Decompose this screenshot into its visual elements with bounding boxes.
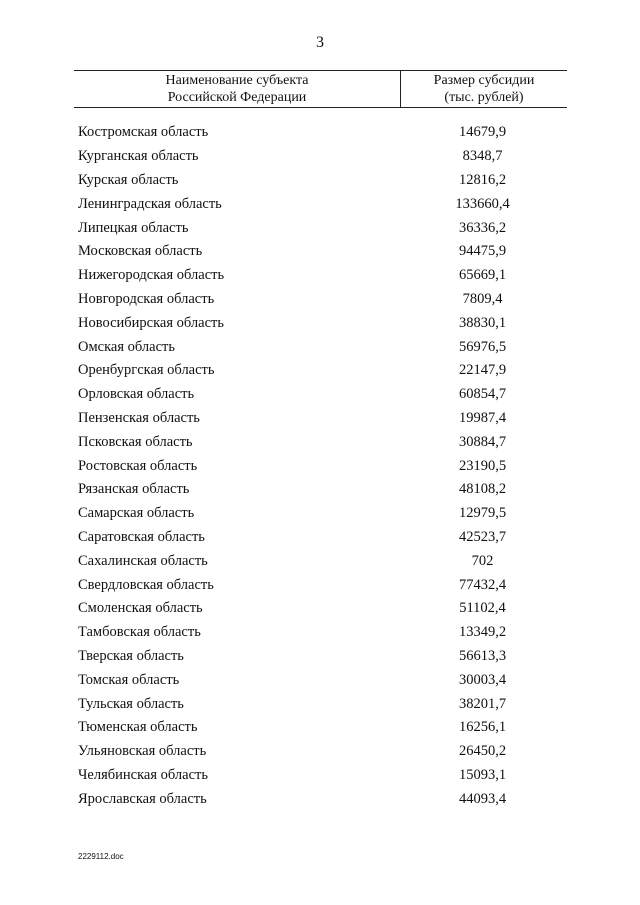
region-name: Нижегородская область <box>78 267 225 284</box>
table-row <box>78 335 567 359</box>
subsidy-amount: 22147,9 <box>458 362 507 379</box>
subsidy-amount: 12979,5 <box>458 505 507 522</box>
table-row <box>78 192 567 216</box>
column-header-value <box>401 71 567 107</box>
subsidy-amount: 77432,4 <box>458 576 507 593</box>
table-row <box>78 740 567 764</box>
region-name: Свердловская область <box>78 576 214 593</box>
column-header-name-line2: Российской Федерации <box>167 90 307 105</box>
subsidy-amount: 26450,2 <box>458 743 507 760</box>
region-name: Томская область <box>78 671 180 688</box>
subsidy-amount: 30003,4 <box>458 671 507 688</box>
region-name: Рязанская область <box>78 481 190 498</box>
table-row <box>78 573 567 597</box>
region-name: Орловская область <box>78 386 195 403</box>
subsidy-amount: 16256,1 <box>458 719 507 736</box>
region-name: Курганская область <box>78 148 199 165</box>
table-row <box>78 121 567 145</box>
region-name: Ульяновская область <box>78 743 207 760</box>
subsidy-amount: 65669,1 <box>458 267 507 284</box>
table-row <box>78 169 567 193</box>
region-name: Липецкая область <box>78 219 189 236</box>
subsidy-amount: 38201,7 <box>458 695 507 712</box>
subsidy-amount: 94475,9 <box>458 243 507 260</box>
region-name: Тамбовская область <box>78 624 201 641</box>
table-row <box>78 502 567 526</box>
subsidy-amount: 12816,2 <box>458 171 507 188</box>
table-row <box>78 692 567 716</box>
region-name: Саратовская область <box>78 528 205 545</box>
subsidy-amount: 48108,2 <box>458 481 507 498</box>
subsidy-amount: 60854,7 <box>458 386 507 403</box>
region-name: Московская область <box>78 243 203 260</box>
subsidy-amount: 13349,2 <box>458 624 507 641</box>
region-name: Челябинская область <box>78 766 208 783</box>
region-name: Псковская область <box>78 433 193 450</box>
subsidy-amount: 36336,2 <box>458 219 507 236</box>
region-name: Новгородская область <box>78 290 215 307</box>
table-row <box>78 359 567 383</box>
table-row <box>78 668 567 692</box>
column-header-value-line1: Размер субсидии <box>433 73 535 88</box>
subsidy-amount: 38830,1 <box>458 314 507 331</box>
table-row <box>78 311 567 335</box>
region-name: Тюменская область <box>78 719 198 736</box>
subsidy-amount: 702 <box>471 552 494 569</box>
table-row <box>78 240 567 264</box>
region-name: Пензенская область <box>78 409 200 426</box>
table-row <box>78 264 567 288</box>
subsidy-amount: 56613,3 <box>458 647 507 664</box>
table-body <box>78 121 567 811</box>
table-row <box>78 526 567 550</box>
column-header-value-line2: (тыс. рублей) <box>444 90 524 105</box>
subsidy-amount: 30884,7 <box>458 433 507 450</box>
table-row <box>78 716 567 740</box>
region-name: Курская область <box>78 171 179 188</box>
subsidy-amount: 56976,5 <box>458 338 507 355</box>
region-name: Омская область <box>78 338 175 355</box>
region-name: Костромская область <box>78 124 209 141</box>
subsidy-amount: 42523,7 <box>458 528 507 545</box>
table-row <box>78 383 567 407</box>
region-name: Тульская область <box>78 695 184 712</box>
subsidy-amount: 44093,4 <box>458 790 507 807</box>
region-name: Новосибирская область <box>78 314 224 331</box>
page-number: 3 <box>316 34 324 51</box>
region-name: Самарская область <box>78 505 195 522</box>
region-name: Тверская область <box>78 647 184 664</box>
column-header-name <box>74 71 401 107</box>
table-row <box>78 787 567 811</box>
document-filename: 2229112.doc <box>78 852 124 861</box>
column-header-name-line1: Наименование субъекта <box>165 73 309 88</box>
region-name: Ленинградская область <box>78 195 222 212</box>
subsidy-amount: 19987,4 <box>458 409 507 426</box>
subsidy-amount: 14679,9 <box>458 124 507 141</box>
subsidy-amount: 23190,5 <box>458 457 507 474</box>
subsidy-amount: 7809,4 <box>462 290 503 307</box>
table-row <box>78 407 567 431</box>
table-row <box>78 764 567 788</box>
region-name: Сахалинская область <box>78 552 208 569</box>
table-row <box>78 454 567 478</box>
table-row <box>78 621 567 645</box>
region-name: Оренбургская область <box>78 362 215 379</box>
table-row <box>78 216 567 240</box>
subsidy-amount: 133660,4 <box>455 195 510 212</box>
region-name: Ростовская область <box>78 457 198 474</box>
table-row <box>78 430 567 454</box>
table-row <box>78 288 567 312</box>
region-name: Ярославская область <box>78 790 207 807</box>
region-name: Смоленская область <box>78 600 203 617</box>
table-row <box>78 478 567 502</box>
table-row <box>78 145 567 169</box>
table-row <box>78 549 567 573</box>
table-row <box>78 645 567 669</box>
table-row <box>78 597 567 621</box>
subsidy-amount: 15093,1 <box>458 766 507 783</box>
table-header <box>74 70 567 108</box>
subsidy-amount: 51102,4 <box>459 600 506 617</box>
subsidy-amount: 8348,7 <box>462 148 503 165</box>
